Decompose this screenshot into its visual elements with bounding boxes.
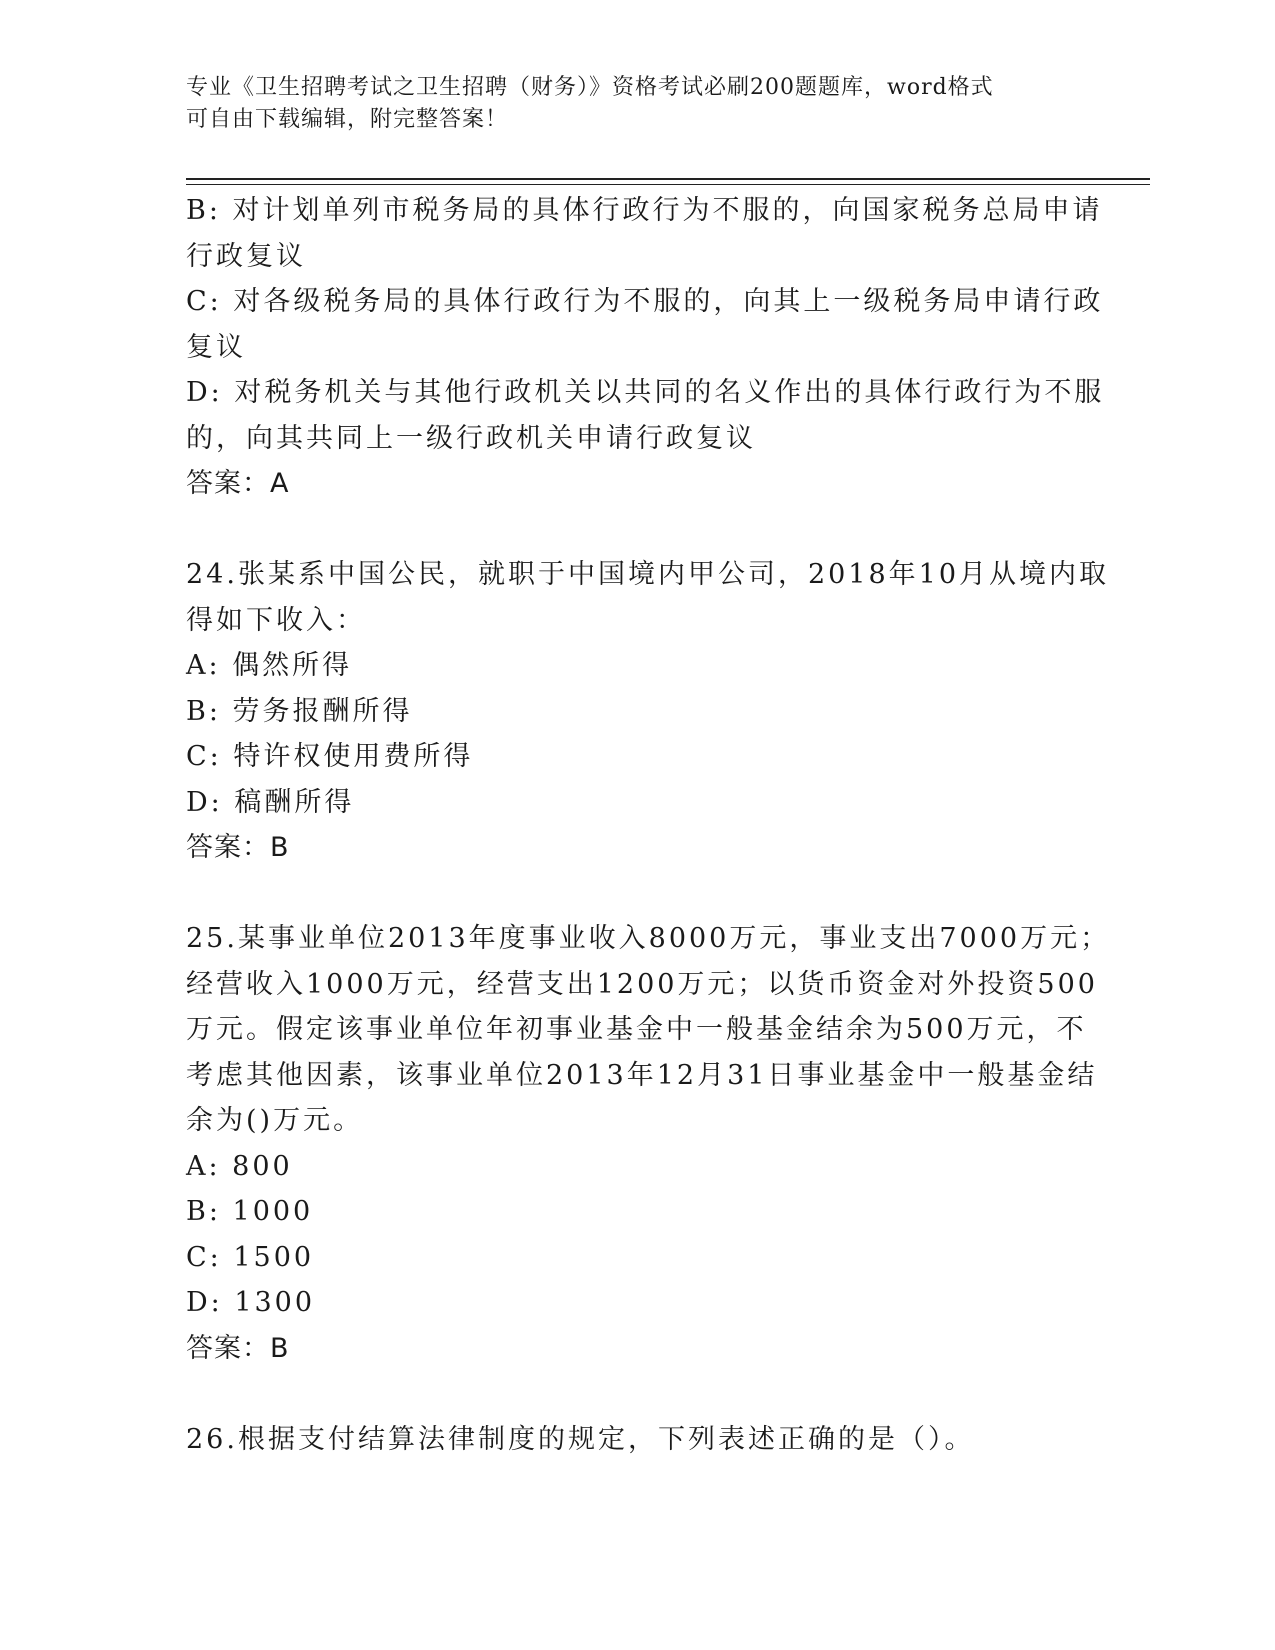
spacer <box>186 507 1066 553</box>
question-25 <box>186 916 1111 1371</box>
q25-stem-line-2: 经营收入1000万元，经营支出1200万元；以货币资金对外投资500 <box>186 968 1098 1000</box>
q24-answer: 答案：B <box>186 832 290 863</box>
q23-option-b-line-2: 行政复议 <box>186 240 306 272</box>
question-23 <box>186 188 1105 507</box>
q25-stem-line-1: 25.某事业单位2013年度事业收入8000万元，事业支出7000万元； <box>186 923 1111 954</box>
q25-option-d: D: 1300 <box>186 1287 316 1318</box>
document-header <box>186 72 1086 136</box>
q25-answer: 答案：B <box>186 1332 290 1364</box>
spacer <box>186 1371 1066 1417</box>
q25-stem-line-5: 余为()万元。 <box>186 1105 364 1136</box>
q24-stem-line-2: 得如下收入： <box>186 604 366 636</box>
q25-stem-line-3: 万元。假定该事业单位年初事业基金中一般基金结余为500万元，不 <box>186 1014 1087 1045</box>
q24-option-c: C: 特许权使用费所得 <box>186 741 474 772</box>
q26-stem-line-1: 26.根据支付结算法律制度的规定，下列表述正确的是（）。 <box>186 1423 975 1455</box>
q23-option-c-line-2: 复议 <box>186 331 246 363</box>
question-26 <box>186 1417 1066 1463</box>
q25-option-b: B: 1000 <box>186 1196 314 1227</box>
q23-answer: 答案：A <box>186 468 290 499</box>
question-24 <box>186 552 1110 871</box>
q23-option-d-line-2: 的，向其共同上一级行政机关申请行政复议 <box>186 422 756 454</box>
document-body <box>186 188 1111 1462</box>
q25-option-c: C: 1500 <box>186 1241 315 1273</box>
header-title-line-1: 专业《卫生招聘考试之卫生招聘（财务）》资格考试必刷200题题库，word格式 <box>186 75 994 100</box>
q23-option-d-line-1: D: 对税务机关与其他行政机关以共同的名义作出的具体行政行为不服 <box>186 377 1105 408</box>
q24-option-b: B: 劳务报酬所得 <box>186 695 413 727</box>
spacer <box>186 871 1066 917</box>
q24-option-d: D: 稿酬所得 <box>186 786 355 818</box>
header-divider-thin <box>186 184 1150 185</box>
header-divider-thick <box>186 178 1150 180</box>
q23-option-c-line-1: C: 对各级税务局的具体行政行为不服的，向其上一级税务局申请行政 <box>186 286 1104 317</box>
q24-option-a: A: 偶然所得 <box>186 650 353 681</box>
q23-option-b-line-1: B: 对计划单列市税务局的具体行政行为不服的，向国家税务总局申请 <box>186 195 1103 226</box>
q24-stem-line-1: 24.张某系中国公民，就职于中国境内甲公司，2018年10月从境内取 <box>186 559 1110 590</box>
q25-option-a: A: 800 <box>186 1150 293 1182</box>
header-title-line-2: 可自由下载编辑，附完整答案！ <box>186 107 509 132</box>
q25-stem-line-4: 考虑其他因素，该事业单位2013年12月31日事业基金中一般基金结 <box>186 1059 1098 1091</box>
